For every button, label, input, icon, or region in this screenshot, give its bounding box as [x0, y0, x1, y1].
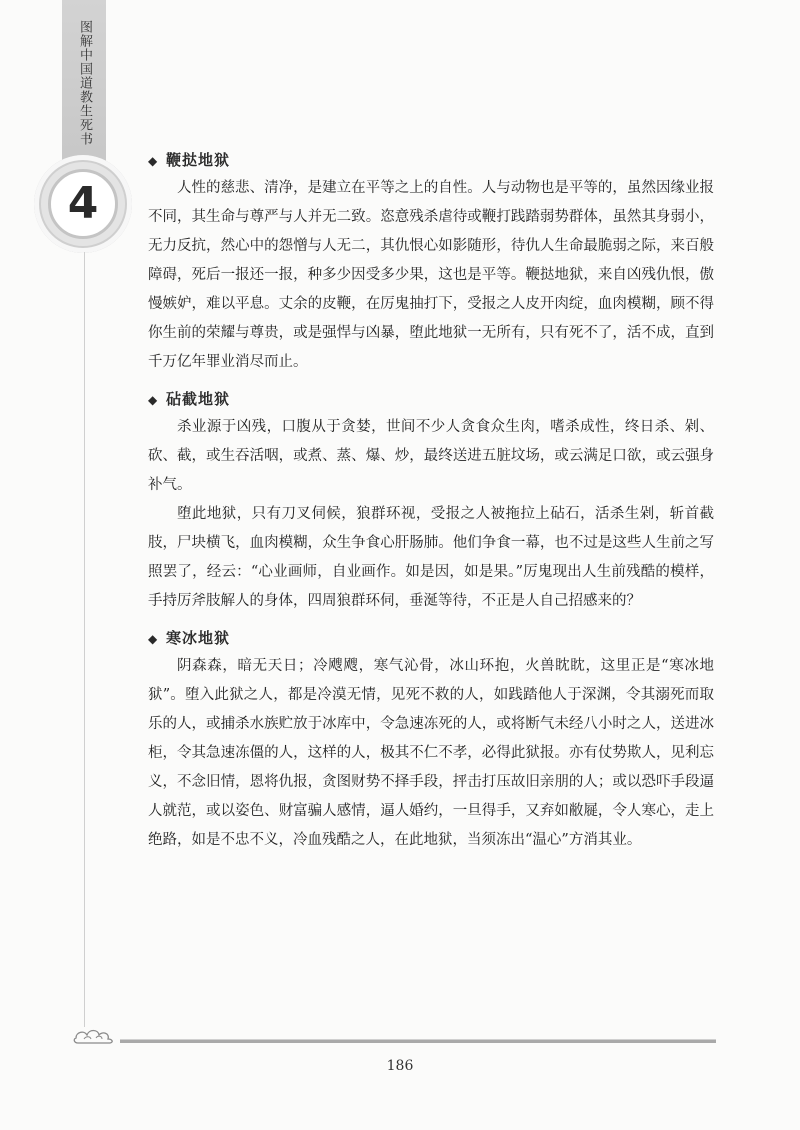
footer-rule — [120, 1039, 716, 1043]
section-ice-hell — [148, 626, 714, 855]
page-number: 186 — [386, 1058, 414, 1074]
section-heading-text: 砧截地狱 — [166, 390, 231, 408]
paragraph: 人性的慈悲、清净，是建立在平等之上的自性。人与动物也是平等的，虽然因缘业报不同，其生命与尊严与人并无二致。恣意残杀虐待或鞭打践踏弱势群体，虽然其身弱小，无力反抗，然心中的怨憎与人无二，其仇恨心如影随形，待仇人生命最脆弱之际，来百般障碍，死后一报还一报，种多少因受多少果，这也是平等。鞭挞地狱，来自凶残仇恨，傲慢嫉妒，难以平息。丈余的皮鞭，在厉鬼抽打下，受报之人皮开肉绽，血肉模糊，顾不得你生前的荣耀与尊贵，或是强悍与凶暴，堕此地狱一无所有，只有死不了，活不成，直到千万亿年罪业消尽而止。 — [148, 180, 714, 370]
section-chopping-hell — [148, 387, 714, 616]
diamond-bullet-icon: ◆ — [148, 632, 159, 646]
section-heading — [148, 148, 714, 174]
section-heading — [148, 626, 714, 652]
section-whip-hell — [148, 148, 714, 377]
left-margin-rule — [84, 252, 85, 1027]
section-heading-text: 鞭挞地狱 — [166, 151, 231, 169]
paragraph: 杀业源于凶残，口腹从于贪婪，世间不少人贪食众生肉，嗜杀成性，终日杀、剁、砍、截，或生吞活咽，或煮、蒸、爆、炒，最终送进五脏坟场，或云满足口欲，或云强身补气。 — [148, 419, 714, 493]
section-heading-text: 寒冰地狱 — [166, 629, 231, 647]
section-heading — [148, 387, 714, 413]
diamond-bullet-icon: ◆ — [148, 393, 159, 407]
chapter-circle — [48, 169, 118, 239]
cloud-ornament-icon — [72, 1024, 116, 1046]
chapter-badge — [34, 155, 132, 253]
page-body — [148, 148, 714, 865]
book-title: 图解中国道教生死书 — [77, 20, 92, 146]
chapter-number: 4 — [67, 178, 99, 229]
diamond-bullet-icon: ◆ — [148, 154, 159, 168]
paragraph: 堕此地狱，只有刀叉伺候，狼群环视，受报之人被拖拉上砧石，活杀生剁，斩首截肢，尸块横飞，血肉模糊，众生争食心肝肠肺。他们争食一幕，也不过是这些人生前之写照罢了，经云：“心业画师，自业画作。如是因，如是果。”厉鬼现出人生前残酷的模样，手持厉斧肢解人的身体，四周狼群环伺，垂涎等待，不正是人自己招感来的？ — [148, 506, 714, 609]
paragraph: 阴森森，暗无天日；冷飕飕，寒气沁骨，冰山环抱，火兽眈眈，这里正是“寒冰地狱”。堕入此狱之人，都是冷漠无情，见死不救的人，如践踏他人于深渊，令其溺死而取乐的人，或捕杀水族贮放于冰库中，令急速冻死的人，或将断气未经八小时之人，送进冰柜，令其急速冻僵的人，这样的人，极其不仁不孝，必得此狱报。亦有仗势欺人，见利忘义，不念旧情，恩将仇报，贪图财势不择手段，抨击打压故旧亲朋的人；或以恐吓手段逼人就范，或以姿色、财富骗人感情，逼人婚约，一旦得手，又弃如敝屣，令人寒心，走上绝路，如是不忠不义，冷血残酷之人，在此地狱，当须冻出“温心”方消其业。 — [148, 658, 714, 848]
